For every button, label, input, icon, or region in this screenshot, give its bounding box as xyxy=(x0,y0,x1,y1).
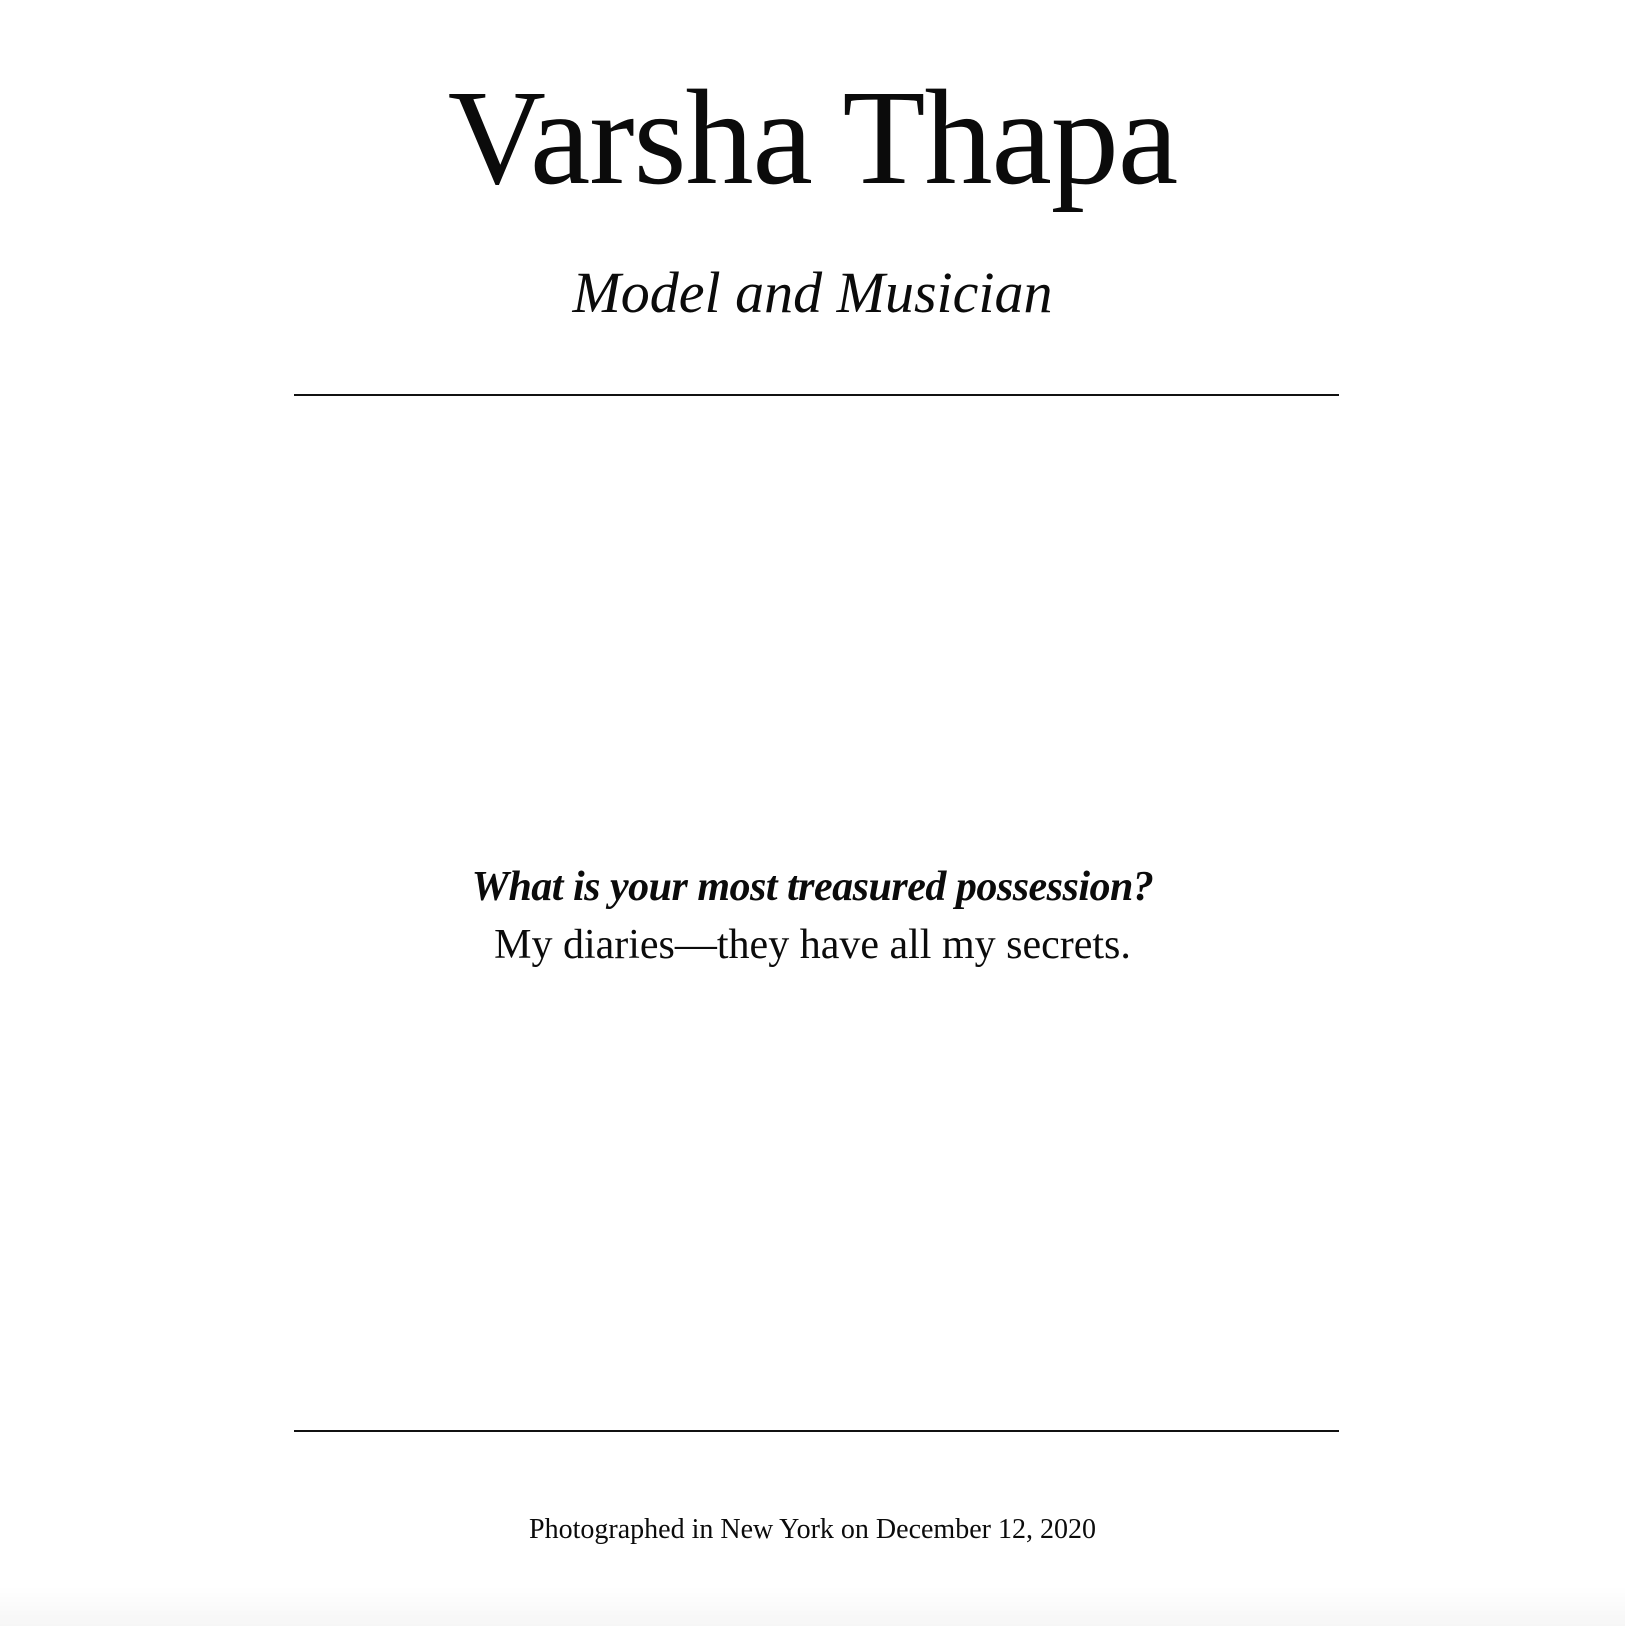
person-name: Varsha Thapa xyxy=(447,63,1178,213)
interview-question: What is your most treasured possession? xyxy=(471,864,1154,910)
top-divider xyxy=(294,394,1339,396)
bottom-divider xyxy=(294,1430,1339,1432)
page-bottom-shadow xyxy=(0,1586,1625,1626)
interview-answer: My diaries—they have all my secrets. xyxy=(494,922,1131,968)
photo-caption: Photographed in New York on December 12, 2020 xyxy=(529,1514,1096,1545)
interview-block xyxy=(0,858,1625,974)
person-subtitle: Model and Musician xyxy=(572,260,1053,325)
